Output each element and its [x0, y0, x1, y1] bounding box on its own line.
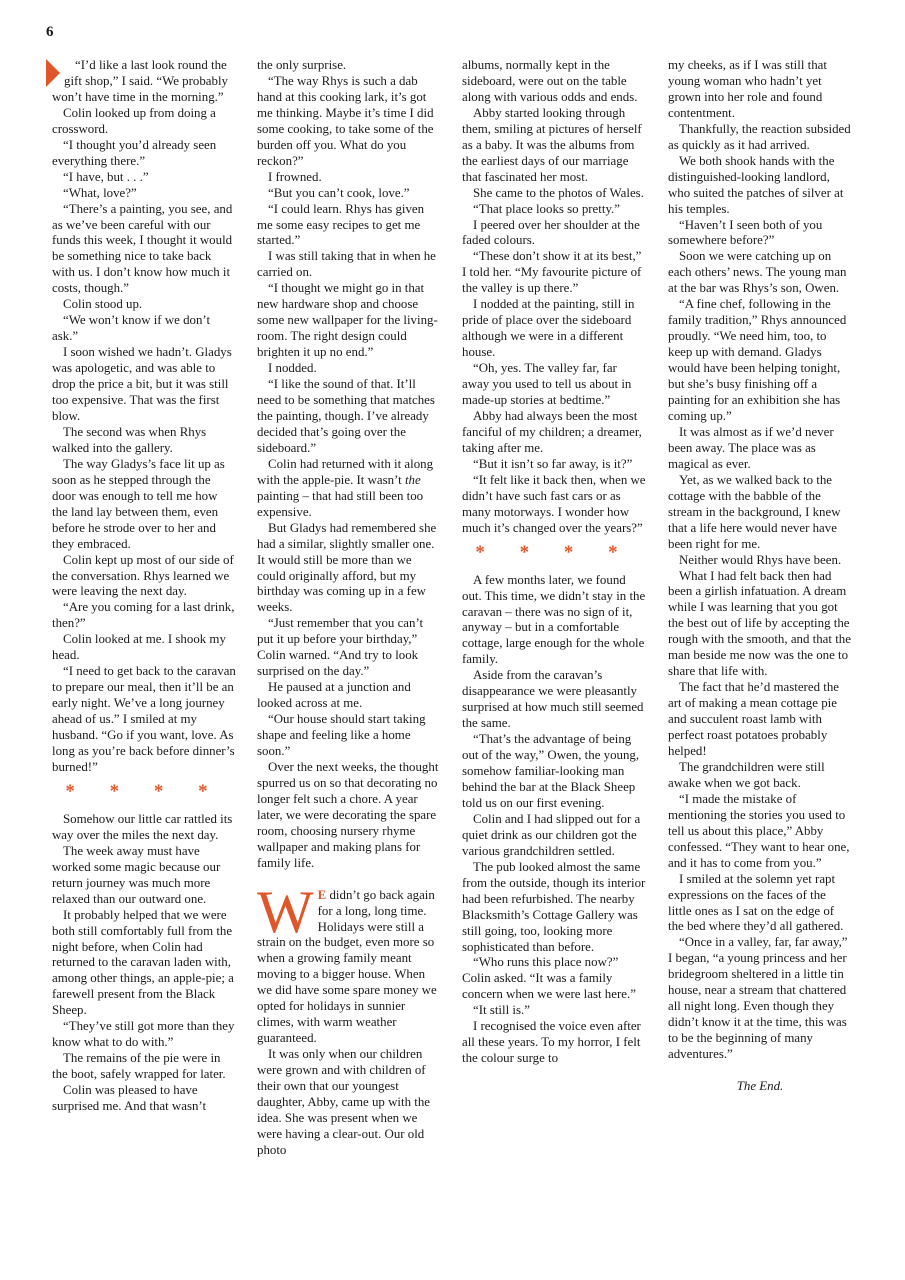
story-paragraph: I frowned. — [268, 169, 322, 184]
story-paragraph: “That place looks so pretty.” — [473, 201, 620, 216]
story-paragraph: “We won’t know if we don’t ask.” — [52, 313, 211, 344]
story-paragraph: Colin and I had slipped out for a quiet drink as our children got the various grandchildren settled. — [462, 811, 641, 858]
story-paragraph: “I thought we might go in that new hardware shop and choose some new wallpaper for the living-room. The right design could brighten it up no end.” — [257, 281, 438, 360]
story-paragraph: The week away must have worked some magic because our return journey was much more relaxed than our outward one. — [52, 843, 221, 906]
story-paragraph: It was only when our children were grown and with children of their own that our youngest daughter, Abby, came up with the idea. She was present when we were having a clear-out. Our old photo — [257, 1047, 430, 1157]
story-paragraph: Colin had returned with it along with the apple-pie. It wasn’t the painting – that had still been too expensive. — [257, 456, 434, 519]
story-paragraph: “Haven’t I seen both of you somewhere before?” — [668, 217, 823, 248]
story-paragraph: The second was when Rhys walked into the gallery. — [52, 424, 207, 455]
story-paragraph: “I have, but . . .” — [63, 169, 149, 184]
column-2 — [257, 58, 441, 1159]
story-paragraph: “They’ve still got more than they know what to do with.” — [52, 1019, 235, 1050]
story-paragraph: She came to the photos of Wales. — [473, 185, 644, 200]
story-paragraph: I nodded at the painting, still in pride of place over the sideboard although we were in a different house. — [462, 297, 635, 360]
story-paragraph: We both shook hands with the distinguished-looking landlord, who suited the patches of silver at his temples. — [668, 153, 844, 216]
column-4 — [668, 58, 852, 1095]
story-paragraph: “I thought you’d already seen everything there.” — [52, 137, 217, 168]
story-paragraph: my cheeks, as if I was still that young woman who hadn’t yet grown into her role and found contentment. — [668, 58, 827, 120]
page-number: 6 — [46, 24, 54, 40]
story-paragraph: “What, love?” — [63, 185, 137, 200]
story-paragraph: “I need to get back to the caravan to prepare our meal, then it’ll be an early night. We’ve a long journey ahead of us.” I smiled at my husband. “Go if you want, love. As long as you’re back before dinner’s burned!” — [52, 664, 236, 774]
story-paragraph: “But you can’t cook, love.” — [268, 185, 410, 200]
story-paragraph: Thankfully, the reaction subsided as quickly as it had arrived. — [668, 121, 851, 152]
story-paragraph: the only surprise. — [257, 58, 347, 72]
story-paragraph: “I like the sound of that. It’ll need to be something that matches the painting, though. I’ve already decided that’s going over the sideboard.” — [257, 377, 435, 455]
story-paragraph: “Oh, yes. The valley far, far away you used to tell us about in made-up stories at bedtime.” — [462, 361, 632, 408]
story-paragraph: albums, normally kept in the sideboard, were out on the table along with various odds and ends. — [462, 58, 638, 104]
story-paragraph: I nodded. — [268, 361, 317, 376]
story-paragraph: The pub looked almost the same from the outside, though its interior had been refurbished. The nearby Blacksmith’s Cottage Gallery was still going, too, looking more sophisticated than before. — [462, 859, 646, 954]
story-paragraph: “But it isn’t so far away, is it?” — [473, 456, 633, 471]
story-paragraph: I smiled at the solemn yet rapt expressions on the faces of the little ones as I sat on the edge of the bed where they’d all gathered. — [668, 871, 844, 934]
section-break-stars: * * * * — [65, 780, 223, 802]
story-paragraph: Yet, as we walked back to the cottage with the babble of the stream in the background, I knew that a life here would never have been right for me. — [668, 472, 841, 551]
story-paragraph: Over the next weeks, the thought spurred us on so that decorating no longer felt such a chore. A year later, we were decorating the spare room, choosing nursery rhyme wallpaper and making plans for family life. — [257, 759, 439, 870]
section-break-stars: * * * * — [475, 541, 633, 563]
story-paragraph: I soon wished we hadn’t. Gladys was apologetic, and was able to drop the price a bit, but it was still too expensive. That was the first blow. — [52, 345, 232, 423]
story-paragraph: The fact that he’d mastered the art of making a mean cottage pie and succulent roast lamb with perfect roast potatoes probably helped! — [668, 680, 839, 758]
story-paragraph: But Gladys had remembered she had a similar, slightly smaller one. It would still be more than we could originally afford, but my birthday was coming up in a few weeks. — [257, 520, 437, 615]
story-paragraph: I was still taking that in when he carried on. — [257, 249, 436, 280]
emphasis: the — [404, 472, 421, 487]
story-paragraph: Colin was pleased to have surprised me. And that wasn’t — [52, 1083, 207, 1114]
drop-cap: W — [257, 878, 314, 945]
story-paragraph: Soon we were catching up on each others’ news. The young man at the bar was Rhys’s son, Owen. — [668, 249, 847, 296]
story-paragraph: Colin looked at me. I shook my head. — [52, 632, 226, 663]
story-paragraph: “I could learn. Rhys has given me some easy recipes to get me started.” — [257, 201, 425, 248]
story-paragraph: A few months later, we found out. This time, we didn’t stay in the caravan – there was no sign of it, anyway – but in a comfortable cottage, large enough for the whole family. — [462, 572, 646, 667]
story-paragraph: Abby started looking through them, smiling at pictures of herself as a baby. It was the albums from the earliest days of our marriage that fascinated her most. — [462, 105, 642, 184]
story-paragraph: It was almost as if we’d never been away. The place was as magical as ever. — [668, 424, 834, 471]
story-paragraph: “That’s the advantage of being out of the way,” Owen, the young, somehow familiar-looking man behind the bar at the Black Sheep told us on our first evening. — [462, 732, 640, 810]
section-marker-triangle — [46, 59, 60, 87]
lead-in: E — [317, 887, 327, 902]
story-paragraph: The way Gladys’s face lit up as soon as he stepped through the door was enough to tell me how the land lay between them, even before he strode over to her and they embraced. — [52, 456, 225, 551]
story-paragraph: Neither would Rhys have been. — [679, 552, 842, 567]
story-paragraph: The grandchildren were still awake when we got back. — [668, 759, 825, 790]
story-paragraph: Aside from the caravan’s disappearance we were pleasantly surprised at how much still seemed the same. — [462, 668, 644, 731]
story-paragraph: “Our house should start taking shape and feeling like a home soon.” — [257, 712, 426, 758]
story-paragraph: The remains of the pie were in the boot, safely wrapped for later. — [52, 1051, 226, 1082]
column-1 — [52, 58, 236, 1115]
story-paragraph-dropcap: W E didn’t go back again for a long, long time. Holidays were still a strain on the budget, even more so when a growing family meant moving to a bigger house. When we did have some spare money we opted for holidays in sunnier climes, with warm weather guaranteed. — [257, 878, 437, 1046]
story-paragraph: “It felt like it back then, when we didn’t have such fast cars or as many motorways. I wonder how much it’s changed over the years?” — [462, 472, 646, 535]
story-paragraph: “It still is.” — [473, 1003, 530, 1018]
story-paragraph: I peered over her shoulder at the faded colours. — [462, 217, 640, 248]
story-paragraph: “Are you coming for a last drink, then?” — [52, 600, 235, 631]
story-paragraph: “I made the mistake of mentioning the stories you used to tell us about this place,” Abby confessed. “They want to hear one, and it has to come from you.” — [668, 791, 850, 870]
story-paragraph: “The way Rhys is such a dab hand at this cooking lark, it’s got me thinking. Maybe it’s time I did some cooking, to take some of the burden off you. What do you reckon?” — [257, 73, 434, 168]
story-paragraph: I recognised the voice even after all these years. To my horror, I felt the colour surge to — [462, 1019, 641, 1066]
the-end: The End. — [736, 1079, 784, 1094]
story-paragraph: What I had felt back then had been a girlish infatuation. A dream while I was learning that you got the best out of life by accepting the rough with the smooth, and that the man beside me now was the one to share that life with. — [668, 568, 851, 679]
story-paragraph: Abby had always been the most fanciful of my children; a dreamer, taking after me. — [462, 408, 642, 455]
story-paragraph: Somehow our little car rattled its way over the miles the next day. — [52, 811, 233, 842]
story-paragraph: Colin kept up most of our side of the conversation. Rhys learned we were leaving the next day. — [52, 552, 234, 599]
story-paragraph: “Who runs this place now?” Colin asked. “It was a family concern when we were last here.” — [462, 955, 636, 1002]
story-paragraph: It probably helped that we were both still comfortably full from the night before, when Colin had returned to the caravan laden with, among other things, an apple-pie; a farewell present from the Black Sheep. — [52, 907, 234, 1018]
story-paragraph: “Just remember that you can’t put it up before your birthday,” Colin warned. “And try to look surprised on the day.” — [257, 616, 424, 679]
story-paragraph: Colin stood up. — [63, 297, 143, 312]
story-paragraph: “Once in a valley, far, far away,” I began, “a young princess and her bridegroom sheltered in a little tin house, near a stream that chattered all night long. Even though they didn’t know it at the time, this was to be the beginning of many adventures.” — [668, 935, 848, 1062]
story-paragraph: “A fine chef, following in the family tradition,” Rhys announced proudly. “We need him, too, to keep up with demand. Gladys would have been helping tonight, but she’s busy finishing off a painting for an exhibition she has coming up.” — [668, 297, 847, 423]
column-3 — [462, 58, 646, 1067]
story-paragraph: He paused at a junction and looked across at me. — [257, 680, 411, 711]
story-paragraph: Colin looked up from doing a crossword. — [52, 105, 216, 136]
story-paragraph: “These don’t show it at its best,” I told her. “My favourite picture of the valley is up there.” — [462, 249, 642, 296]
story-paragraph: “I’d like a last look round the gift shop,” I said. “We probably won’t have time in the morning.” — [52, 58, 236, 106]
story-paragraph: “There’s a painting, you see, and as we’ve been careful with our funds this week, I thought it would be something nice to take back with us. I don’t know how much it costs, though.” — [52, 201, 233, 296]
